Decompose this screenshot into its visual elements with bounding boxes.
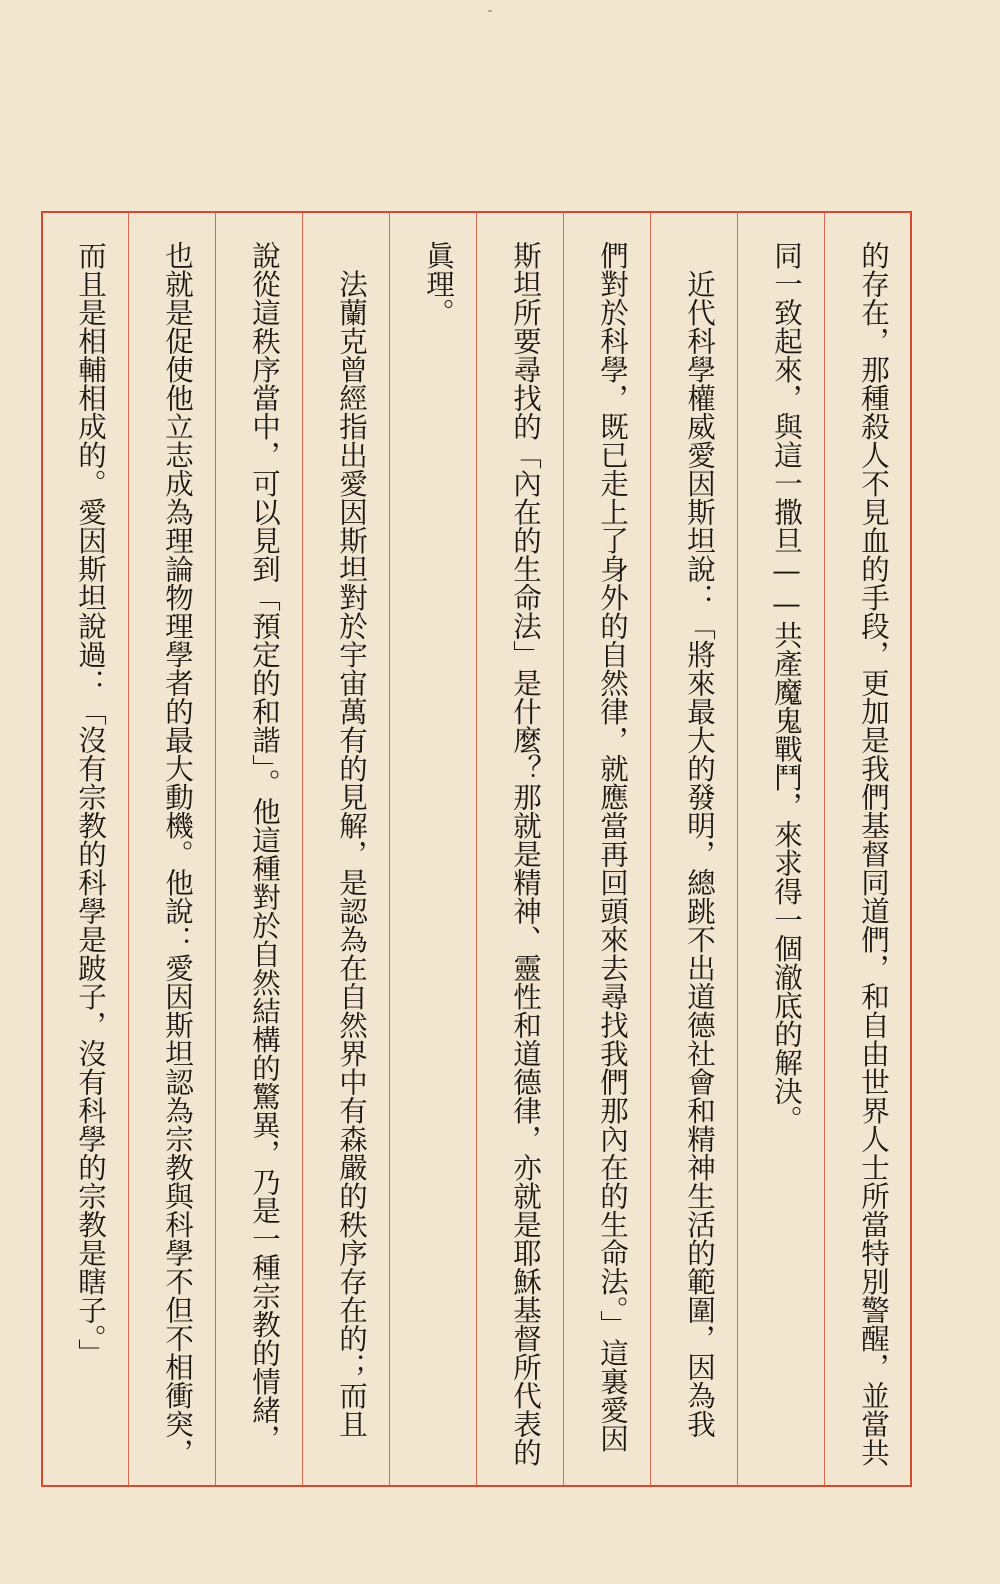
column-divider [476,213,477,1485]
text-column-8: 說從這秩序當中，可以見到「預定的和諧」。他這種對於自然結構的驚異，乃是一種宗教的情緒， [248,241,281,1453]
column-divider [737,213,738,1485]
column-divider [389,213,390,1485]
text-frame [41,211,912,1487]
text-column-3: 近代科學權威愛因斯坦說：「將來最大的發明，總跳不出道德社會和精神生活的範圍，因為我 [683,241,716,1438]
text-column-9: 也就是促使他立志成為理論物理學者的最大動機。他說：愛因斯坦認為宗教與科學不但不相衝突， [161,241,194,1466]
column-divider [650,213,651,1485]
column-divider [128,213,129,1485]
text-column-6: 眞理。 [422,241,455,327]
text-column-7: 法蘭克曾經指出愛因斯坦對於宇宙萬有的見解，是認為在自然界中有森嚴的秩序存在的；而且 [335,241,368,1438]
text-column-1: 的存在，那種殺人不見血的手段，更加是我們基督同道們，和自由世界人士所當特別警醒，並當共 [857,241,890,1466]
column-divider [563,213,564,1485]
column-divider [824,213,825,1485]
text-column-5: 斯坦所要尋找的「內在的生命法」是什麼？那就是精神、靈性和道德律，亦就是耶穌基督所代表的 [509,241,542,1466]
column-divider [302,213,303,1485]
text-column-4: 們對於科學，既已走上了身外的自然律，就應當再回頭來去尋找我們那內在的生命法。」這裏愛因 [596,241,629,1453]
text-column-2: 同一致起來，與這一撒旦——共產魔鬼戰鬥，來求得一個澈底的解決。 [770,241,803,1134]
column-divider [215,213,216,1485]
paper-speck [488,10,492,12]
text-column-10: 而且是相輔相成的。愛因斯坦說過：「沒有宗教的科學是跛子，沒有科學的宗教是瞎子。」 [74,241,107,1367]
